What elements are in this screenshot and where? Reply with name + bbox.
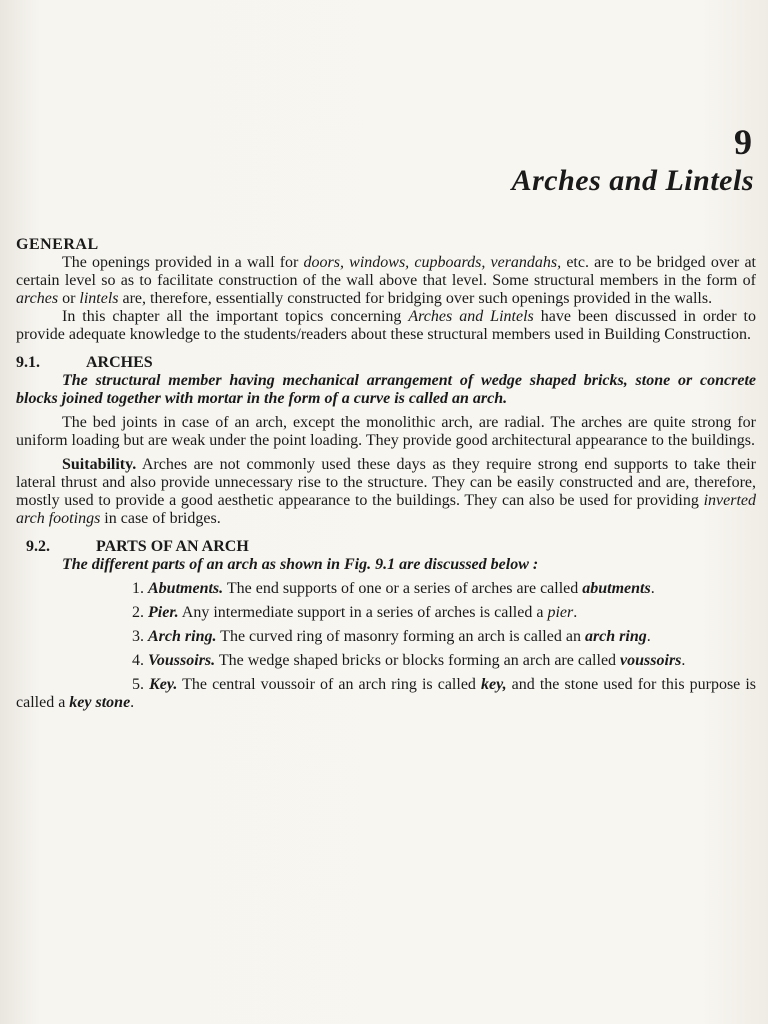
item-term: Arch ring.: [148, 628, 217, 645]
item-number: 4.: [132, 652, 144, 669]
item-number: 2.: [132, 604, 144, 621]
parts-intro: The different parts of an arch as shown in Fig. 9.1 are discussed below :: [62, 556, 539, 573]
item-term: Key.: [149, 676, 178, 693]
list-item: [16, 604, 756, 622]
italic-term: arches: [16, 290, 59, 307]
text-span: in case of bridges.: [100, 510, 221, 527]
italic-term: key,: [481, 676, 507, 693]
chapter-number: 9: [734, 122, 752, 162]
section-number: 9.1.: [16, 354, 40, 371]
suitability-label: Suitability.: [62, 456, 137, 473]
text-span: .: [681, 652, 686, 669]
italic-term: arch ring: [584, 628, 647, 645]
list-item: [16, 652, 756, 670]
italic-term: voussoirs: [620, 652, 682, 669]
text-span: .: [646, 628, 651, 645]
text-span: .: [650, 580, 655, 597]
italic-term: pier: [547, 604, 574, 621]
italic-term: doors, windows, cupboards, verandahs,: [303, 254, 562, 271]
chapter-title: Arches and Lintels: [511, 164, 754, 197]
text-span: The openings provided in a wall for: [62, 254, 304, 271]
item-term: Pier.: [148, 604, 179, 621]
text-span: .: [573, 604, 578, 621]
section-title: PARTS OF AN ARCH: [96, 538, 249, 555]
item-term: Abutments.: [148, 580, 224, 597]
italic-term: key stone: [69, 694, 131, 711]
page-content: [16, 232, 756, 712]
item-term: Voussoirs.: [148, 652, 216, 669]
arches-paragraph: The bed joints in case of an arch, except the monolithic arch, are radial. The arches are quite strong for uniform loading but are weak under the point loading. They provide good architectural appearance to the buildings.: [16, 414, 756, 449]
arch-definition: The structural member having mechanical arrangement of wedge shaped bricks, stone or concrete blocks joined together with mortar in the form of a curve is called an arch.: [16, 372, 756, 407]
item-number: 3.: [132, 628, 144, 645]
item-number: 5.: [132, 676, 144, 693]
section-number: 9.2.: [26, 538, 50, 555]
general-paragraph-2: [16, 308, 756, 344]
suitability-paragraph: [16, 456, 756, 528]
text-span: The central voussoir of an arch ring is called: [177, 676, 481, 693]
text-span: are, therefore, essentially constructed for bridging over such openings provided in the walls.: [118, 290, 713, 307]
text-span: The curved ring of masonry forming an arch is called an: [216, 628, 585, 645]
text-span: The wedge shaped bricks or blocks forming an arch are called: [215, 652, 621, 669]
text-span: have been discussed in order to provide adequate knowledge to the students/readers about these structural members used in Building Construction.: [16, 308, 756, 343]
text-span: and the stone used for this purpose is called a: [16, 676, 757, 711]
section-heading-parts: [26, 538, 756, 556]
section-title: ARCHES: [86, 354, 153, 371]
text-span: The end supports of one or a series of arches are called: [223, 580, 583, 597]
general-heading: GENERAL: [16, 236, 99, 253]
italic-term: inverted arch footings: [16, 492, 756, 527]
list-item: [16, 580, 756, 598]
text-span: etc. are to be bridged over at certain level so as to facilitate construction of the wall above that level. Some structural members in the form of: [16, 254, 756, 289]
italic-term: lintels: [79, 290, 119, 307]
italic-term: Arches and Lintels: [408, 308, 534, 325]
section-heading-arches: [16, 354, 756, 372]
list-item: [16, 628, 756, 646]
text-span: Any intermediate support in a series of arches is called a: [178, 604, 548, 621]
list-item: [16, 676, 756, 712]
text-span: .: [130, 694, 135, 711]
text-span: In this chapter all the important topics concerning: [62, 308, 409, 325]
italic-term: abutments: [582, 580, 651, 597]
text-span: Arches are not commonly used these days as they require strong end supports to take their lateral thrust and also provide unnecessary rise to the structure. They can be easily constructed and are, therefore, mostly used to provide a good aesthetic appearance to the buildings. They can also be used for providing: [16, 456, 756, 509]
general-paragraph-1: [16, 254, 756, 308]
item-number: 1.: [132, 580, 144, 597]
text-span: or: [58, 290, 80, 307]
